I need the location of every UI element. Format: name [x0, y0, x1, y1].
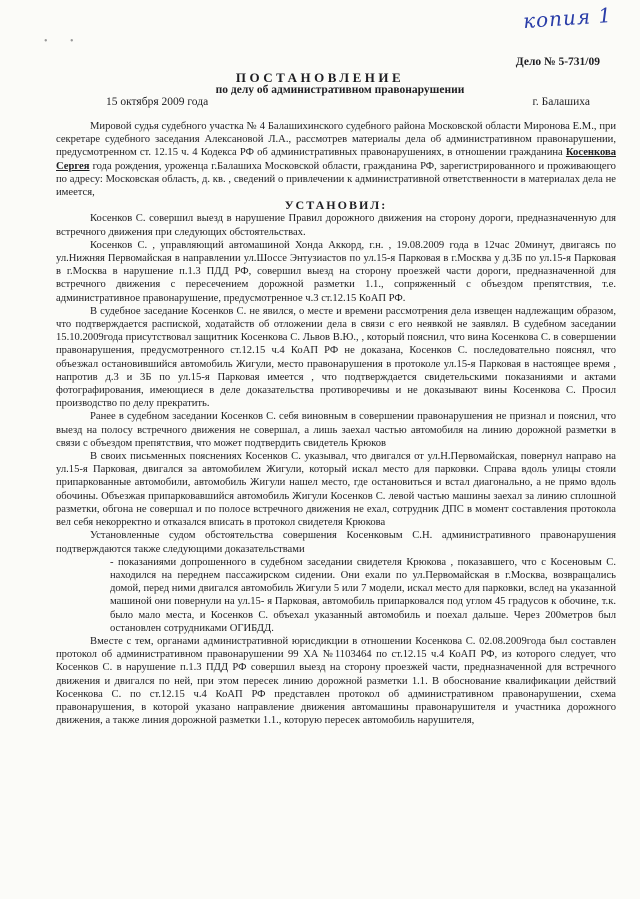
document-date: 15 октября 2009 года — [106, 96, 209, 108]
paragraph: Установленные судом обстоятельства совершения Косенковым С.Н. административного правонарушения подтверждаются также следующими доказательствами — [56, 530, 616, 555]
body-text — [56, 120, 616, 727]
scan-marks: • • — [44, 36, 84, 47]
paragraph: Косенков С. , управляющий автомашиной Хонда Аккорд, г.н. , 19.08.2009 года в 12час 20минут, двигаясь по ул.Нижняя Первомайская в направлении ул.Шоссе Энтузиастов по ул.15-я Парковая в г.Москва у д.3Б по ул.15-я Парковая в г.Москва в нарушение п.1.3 ПДД РФ, совершил выезд на сторону проезжей части дороги, предназначенной для встречного движения с пересечением дорожной разметки 1.1., сопряженный с объездом препятствия, т.е. административное правонарушение, предусмотренное ч.3 ст.12.15 КоАП РФ. — [56, 239, 616, 304]
paragraph: Ранее в судебном заседании Косенков С. себя виновным в совершении правонарушения не признал и пояснил, что выезд на полосу встречного движения не совершал, а лишь заехал частью автомобиля на линию дорожной разметки в связи с объездом препятствия, что может подтвердить свидетель Крюков — [56, 411, 616, 449]
evidence-item: - показаниями допрошенного в судебном заседании свидетеля Крюкова , показавшего, что с Косеновым С. находился на переднем пассажирском сидении. Они ехали по ул.Первомайская в г.Москва, возвращались домой, перед ними двигался автомобиль Жигули 5 или 7 модели, искал место для парковки, вслед на указанной машиной они повернули на ул.15- я Парковая, автомобиль припарковался под углом 45 градусов к обочине, т.к. было мало места, и Косенков С. объехал указанный автомобиль и поехал дальше. Через 200метров был остановлен сотрудниками ОГИБДД. — [110, 556, 616, 634]
document-title: ПОСТАНОВЛЕНИЕ — [235, 70, 405, 85]
document-place: г. Балашиха — [532, 96, 590, 108]
handwritten-copy-stamp: копия 1 — [522, 2, 613, 34]
section-heading: УСТАНОВИЛ: — [284, 198, 388, 213]
paragraph: В судебное заседание Косенков С. не явился, о месте и времени рассмотрения дела извещен надлежащим образом, что подтверждается распиской, ходатайств об отложении дела в связи с его неявкой не заявлял. В судебном заседании 15.10.2009года присутствовал защитник Косенкова С. Львов В.Ю., , который пояснил, что вина Косенкова С. в совершении правонарушения, предусмотренного ст.12.15 ч.4 КоАП РФ не доказана, Косенков С. последовательно пояснял, что объезжал остановившийся автомобиль Жигули, место правонарушения в протоколе ул.15-я Парковая в настоящее время , напротив д.3 и 3Б по ул.15-я Парковая имеется , что подтверждается свидетельскими показаниями и актами фотографирования, имеющиеся в деле доказательства противоречивы и не доказывают вины Косенкова С. Просил производство по делу прекратить. — [56, 305, 616, 410]
defendant-name: Косенкова Сергея — [56, 147, 617, 172]
paragraph: В своих письменных пояснениях Косенков С. указывал, что двигался от ул.Н.Первомайская, повернул направо на ул.15-я Парковая, двигался за автомобилем Жигули, который искал место для парковки. Справа вдоль улицы стояли припаркованные автомобили, автомобиль Жигули нашел место, где остановиться и встал диагонально, а не прямо вдоль обочины. Объезжая припарковавшийся автомобиль Жигули Косенков С. левой частью машины заехал за линию сплошной разметки, обгона не совершал и по полосе встречного движения не ехал, сотрудник ДПС в момент составления протокола вел себя некорректно и отказался вписать в протокол свидетеля Крюкова — [56, 451, 616, 529]
intro-paragraph: Мировой судья судебного участка № 4 Балашихинского судебного района Московской области Миронова Е.М., при секретаре судебного заседания Алексановой Л.А., рассмотрев материалы дела об административном правонарушении, предусмотренном ст. 12.15 ч. 4 Кодекса РФ об административных правонарушениях, в отношении гражданина Косенкова Сергея года рождения, уроженца г.Балашиха Московской области, гражданина РФ, зарегистрированного и проживающего по адресу: Московская область, д. кв. , сведений о привлечении к административной ответственности в материалах дела не имеется, — [56, 121, 617, 199]
paragraph: Вместе с тем, органами административной юрисдикции в отношении Косенкова С. 02.08.2009года был составлен протокол об административном правонарушении 99 ХА №1103464 по ст.12.15 ч.4 КоАП РФ, из которого следует, что Косенков С. в нарушение п.1.3 ПДД РФ совершил выезд на сторону проезжей части, предназначенной для встречного движения и двигался по ней, при этом пересек линию дорожной разметки 1.1. В обоснование квалификации действий Косенкова С. по ст.12.15 ч.4 КоАП РФ представлен протокол об административном правонарушении, схема правонарушения, в которой указано направление движения автомашины правонарушителя и участника дорожного движения, а также линия дорожной разметки 1.1., которую пересек автомобиль нарушителя, — [56, 635, 616, 727]
case-number: Дело № 5-731/09 — [515, 56, 600, 68]
document-subtitle: по делу об административном правонарушении — [215, 84, 465, 96]
paragraph: Косенков С. совершил выезд в нарушение Правил дорожного движения на сторону дороги, предназначенную для встречного движения при следующих обстоятельствах. — [56, 213, 616, 238]
